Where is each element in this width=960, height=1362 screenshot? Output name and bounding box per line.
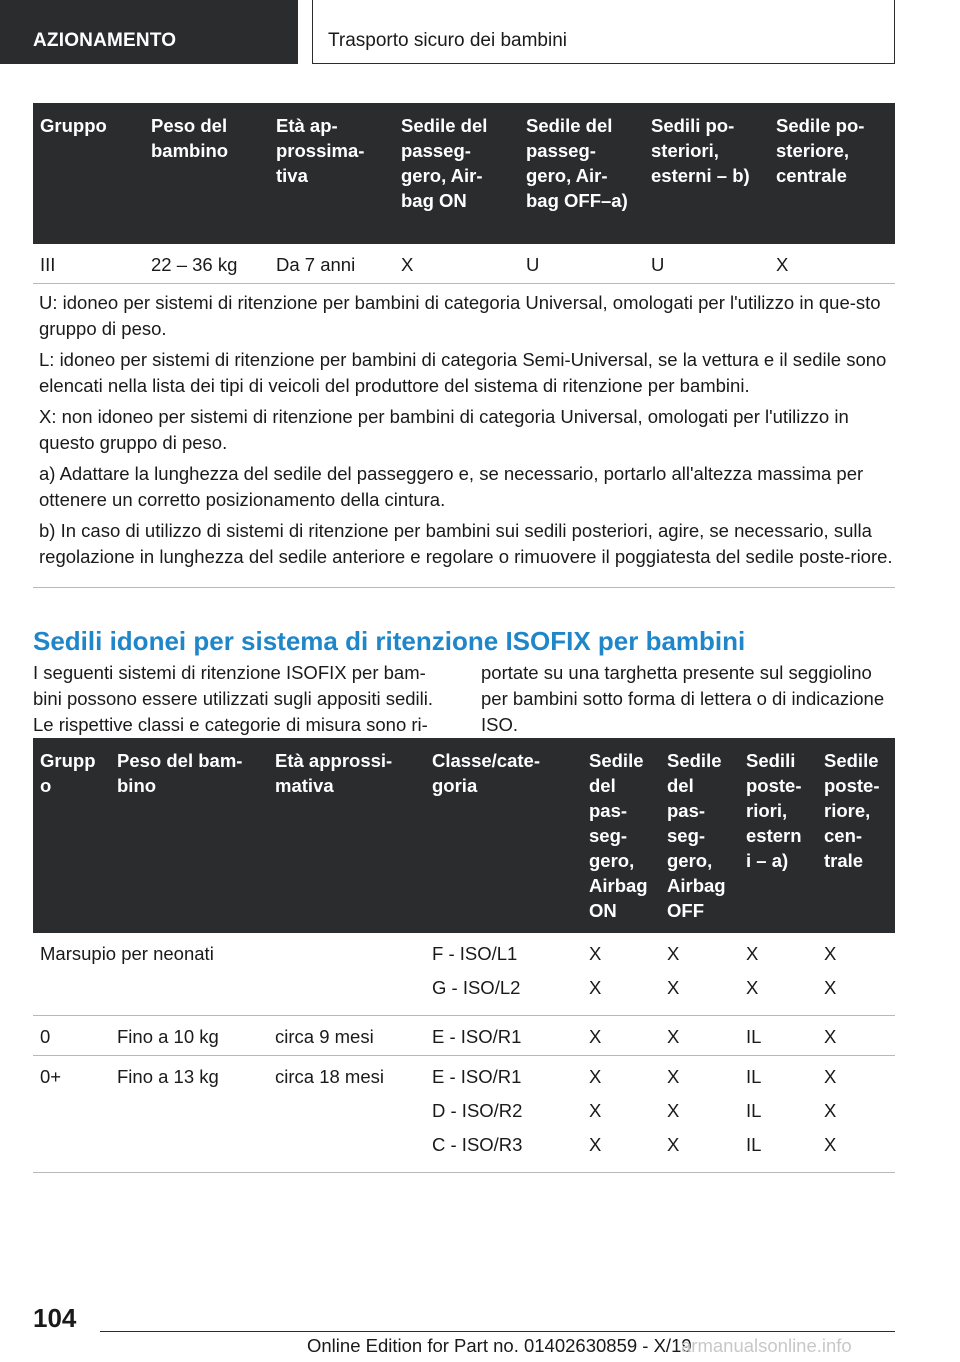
cell-line: X [589,943,602,964]
table-cell: 0 [33,1016,110,1056]
table-cell [660,1056,739,1173]
col-header: Sedile poste-riore, cen-trale [817,738,895,933]
col-header: Sedile po-steriore, centrale [769,103,895,244]
page-header [0,0,960,66]
table-row [33,1056,895,1173]
col-header: Grupp o [33,738,110,933]
table-cell: X [817,1016,895,1056]
cell-line: C - ISO/R3 [432,1134,523,1155]
cell-line: X [589,1134,602,1155]
cell-line: X [824,1134,837,1155]
table-cell [425,933,582,1016]
table-cell: Da 7 anni [269,244,394,284]
table-cell: circa 9 mesi [268,1016,425,1056]
col-header: Peso del bam-bino [110,738,268,933]
table-cell [739,933,817,1016]
cell-line: X [667,1066,680,1087]
cell-line: E - ISO/R1 [432,1066,522,1087]
footer-divider [100,1331,895,1332]
cell-line: X [667,977,680,998]
page-number: 104 [33,1303,77,1333]
col-header: Sedili poste-riori, estern i – a) [739,738,817,933]
cell-line: X [589,1066,602,1087]
cell-line: X [824,1100,837,1121]
note-l: L: idoneo per sistemi di ritenzione per bambini di categoria Semi-Universal, se la vettura e il sedile sono elencati nella lista dei tipi di veicoli del produttore del sistema di ritenzione per bambini. [39,349,887,396]
table-cell [660,933,739,1016]
col-header: Età ap-prossima-tiva [269,103,394,244]
col-header: Sedile del passeg-gero, Air-bag OFF–a) [519,103,644,244]
col-header: Gruppo [33,103,144,244]
cell-line: IL [746,1134,762,1155]
intro-text-right: portate su una targhetta presente sul seggiolino per bambini sotto forma di lettera o di indicazione ISO. [481,662,885,735]
cell-line: X [667,943,680,964]
cell-line: X [667,1134,680,1155]
intro-text-left: I seguenti sistemi di ritenzione ISOFIX per bam-bini possono essere utilizzati sugli appositi sedili. Le rispettive classi e categorie di misura sono ri- [33,662,434,735]
chapter-title: Trasporto sicuro dei bambini [312,0,895,64]
table-cell: U [644,244,769,284]
child-seat-table-universal [33,103,895,284]
table-cell [739,1056,817,1173]
cell-line: X [667,1100,680,1121]
table-cell [582,933,660,1016]
table-cell: 22 – 36 kg [144,244,269,284]
table-cell [425,1056,582,1173]
table-cell: IL [739,1016,817,1056]
table-cell [582,1056,660,1173]
cell-line: X [746,943,759,964]
table-cell [817,1056,895,1173]
table-cell: 0+ [33,1056,110,1173]
table-row [33,244,895,284]
col-header: Sedile del passeg-gero, Air-bag ON [394,103,519,244]
table-cell: U [519,244,644,284]
table-cell: E - ISO/R1 [425,1016,582,1056]
cell-line: D - ISO/R2 [432,1100,523,1121]
isofix-seat-table [33,738,895,1173]
cell-line: X [824,977,837,998]
table-cell: X [582,1016,660,1056]
col-header: Sedile del pas-seg-gero, Airbag OFF [660,738,739,933]
col-header: Sedili po-steriori, esterni – b) [644,103,769,244]
col-header: Sedile del pas-seg-gero, Airbag ON [582,738,660,933]
table-legend-notes [33,290,895,588]
table-cell: Fino a 13 kg [110,1056,268,1173]
note-b: b) In caso di utilizzo di sistemi di ritenzione per bambini sui sedili posteriori, agire, se necessario, sulla regolazione in lunghezza del sedile anteriore e regolare o rimuovere il poggiatesta del sedile poste-riore. [39,520,893,567]
cell-line: X [589,977,602,998]
note-a: a) Adattare la lunghezza del sedile del passeggero e, se necessario, portarlo all'altezza massima per ottenere un corretto posizionamento della cintura. [39,463,864,510]
cell-line: X [824,943,837,964]
edition-info: Online Edition for Part no. 01402630859 - X/19 [307,1335,692,1356]
cell-line: F - ISO/L1 [432,943,518,964]
section-heading: Sedili idonei per sistema di ritenzione ISOFIX per bambini [33,626,746,656]
cell-line: G - ISO/L2 [432,977,521,998]
note-u: U: idoneo per sistemi di ritenzione per bambini di categoria Universal, omologati per l'utilizzo in que-sto gruppo di peso. [39,292,881,339]
table-cell: X [660,1016,739,1056]
watermark: armanualsonline.info [681,1335,852,1356]
table-cell [817,933,895,1016]
col-header: Classe/cate-goria [425,738,582,933]
table-cell: X [769,244,895,284]
table-row [33,1016,895,1056]
table-cell: Marsupio per neonati [33,933,425,1016]
col-header: Età approssi-mativa [268,738,425,933]
table-cell: Fino a 10 kg [110,1016,268,1056]
cell-line: X [589,1100,602,1121]
table-header-row [33,103,895,244]
table-cell: III [33,244,144,284]
cell-line: IL [746,1066,762,1087]
table-cell: X [394,244,519,284]
table-row [33,933,895,1016]
table-cell: circa 18 mesi [268,1056,425,1173]
section-label: AZIONAMENTO [0,0,298,64]
table-header-row [33,738,895,933]
cell-line: IL [746,1100,762,1121]
cell-line: X [746,977,759,998]
note-x: X: non idoneo per sistemi di ritenzione per bambini di categoria Universal, omologati per l'utilizzo in questo gruppo di peso. [39,406,849,453]
cell-line: X [824,1066,837,1087]
col-header: Peso del bambino [144,103,269,244]
